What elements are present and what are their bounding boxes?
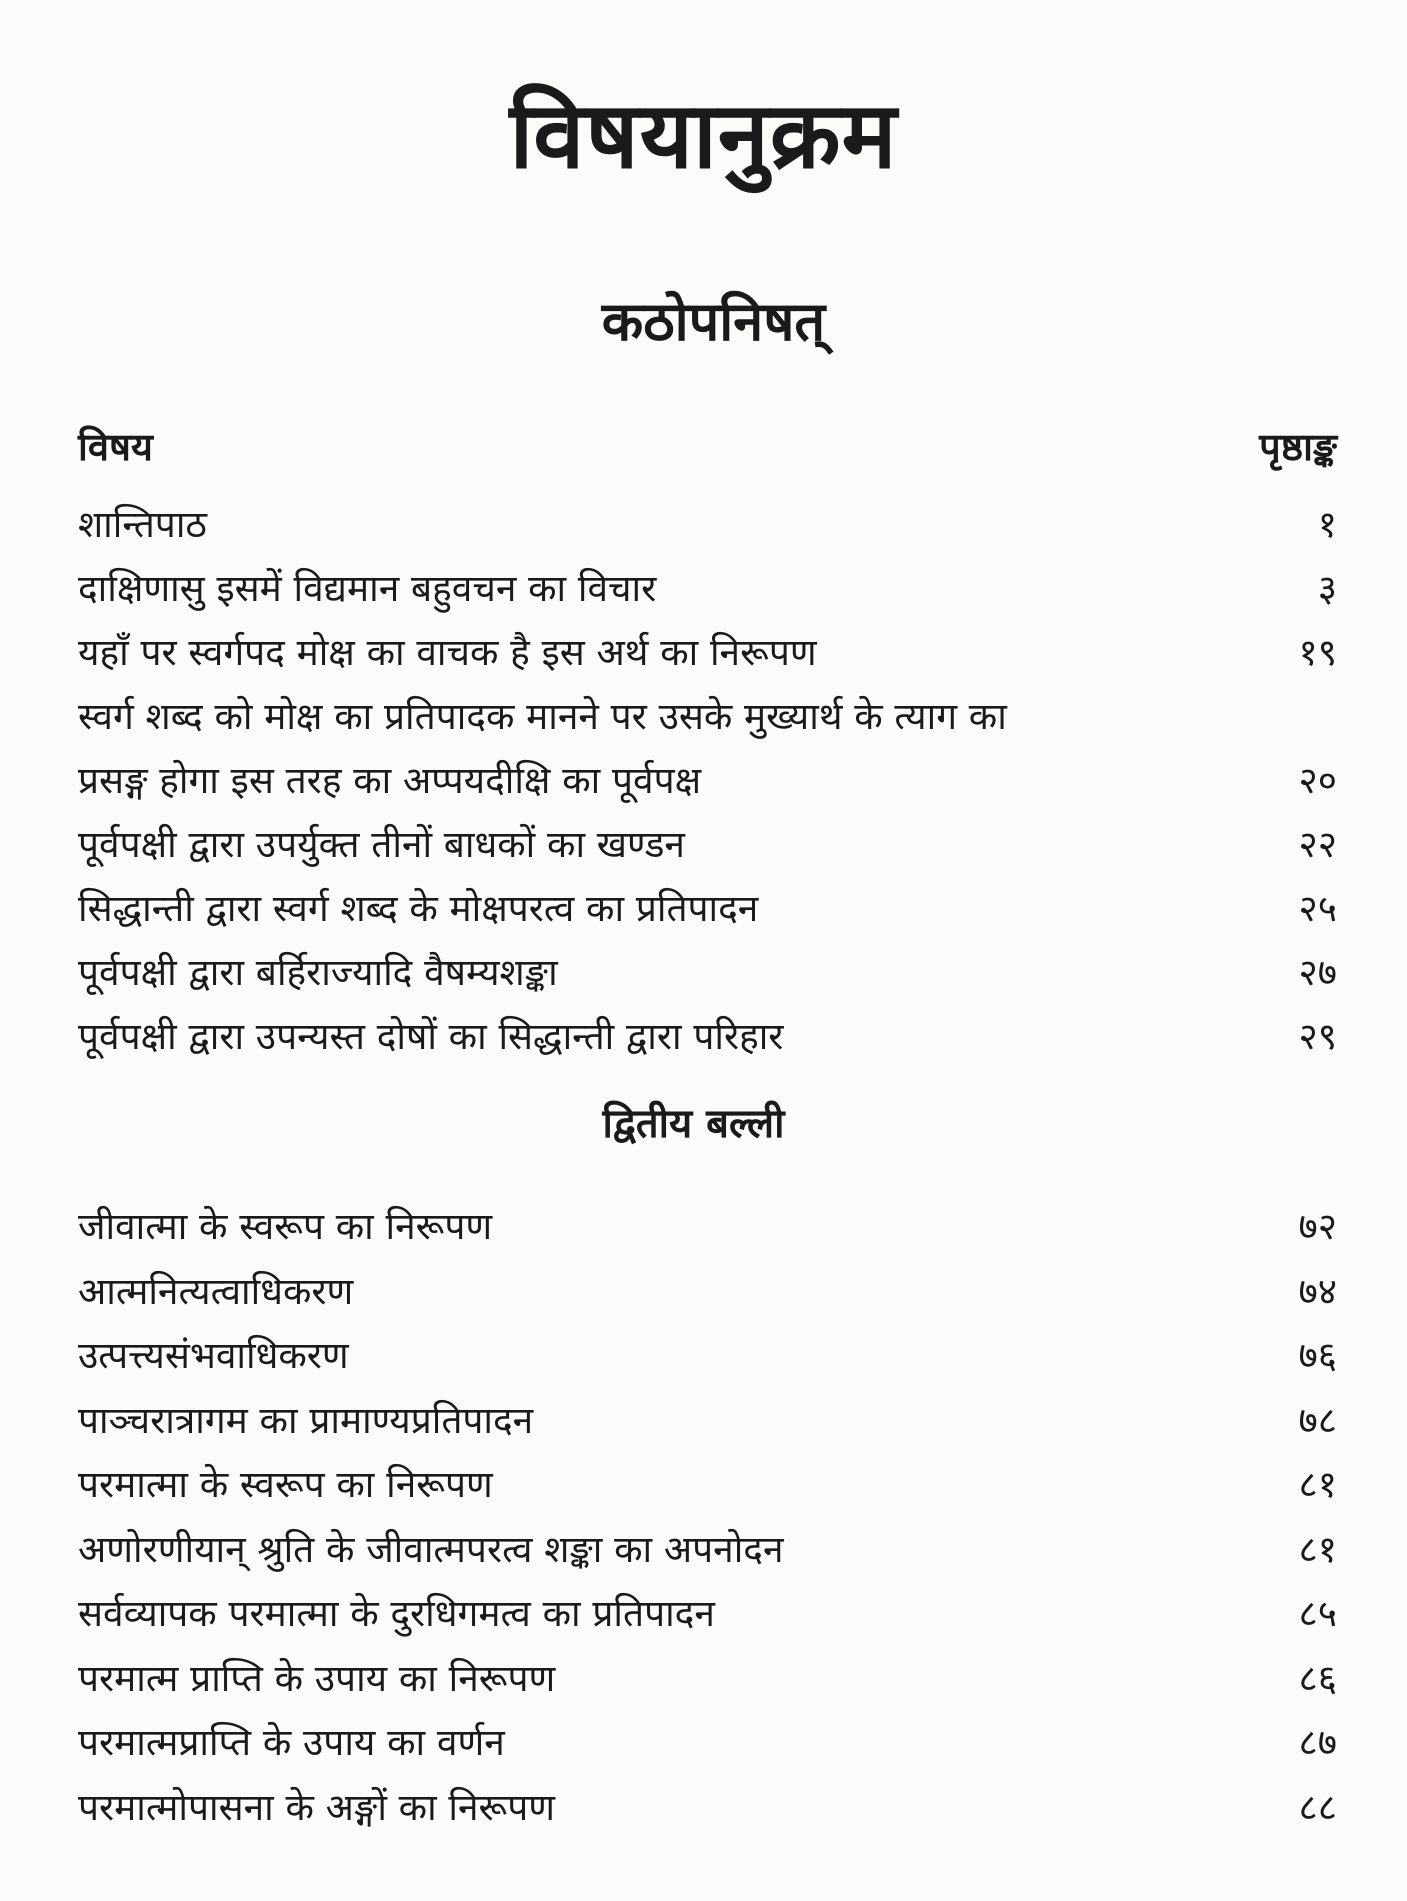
- toc-section-2: [78, 1195, 1337, 1840]
- toc-topic: परमात्म प्राप्ति के उपाय का निरूपण: [78, 1656, 556, 1700]
- toc-topic: परमात्मोपासना के अङ्गों का निरूपण: [78, 1785, 556, 1829]
- toc-topic: परमात्मा के स्वरूप का निरूपण: [78, 1463, 493, 1506]
- toc-page-number: ८१: [1298, 1527, 1337, 1571]
- toc-topic: पूर्वपक्षी द्वारा उपर्युक्त तीनों बाधकों का खण्डन: [78, 823, 685, 866]
- toc-topic: पूर्वपक्षी द्वारा बर्हिराज्यादि वैषम्यशङ्का: [78, 951, 558, 994]
- column-header-topic: विषय: [78, 425, 153, 469]
- toc-page-number: २५: [1298, 887, 1337, 930]
- toc-topic: उत्पत्त्यसंभवाधिकरण: [78, 1334, 349, 1377]
- toc-topic: यहाँ पर स्वर्गपद मोक्ष का वाचक है इस अर्थ का निरूपण: [78, 631, 817, 674]
- column-header-page: पृष्ठाङ्क: [1259, 425, 1337, 469]
- toc-page-number: ७६: [1298, 1334, 1337, 1377]
- toc-topic: पूर्वपक्षी द्वारा उपन्यस्त दोषों का सिद्धान्ती द्वारा परिहार: [78, 1015, 784, 1058]
- toc-page-number: ७४: [1298, 1269, 1337, 1313]
- toc-row: [78, 749, 1337, 813]
- toc-page-number: १: [1317, 503, 1337, 546]
- toc-page-number: २०: [1298, 759, 1337, 802]
- toc-row: [78, 1582, 1337, 1647]
- toc-row: [78, 1453, 1337, 1518]
- toc-page-number: ७८: [1298, 1398, 1337, 1442]
- toc-row: [78, 1389, 1337, 1454]
- toc-row: [78, 813, 1337, 877]
- toc-page-number: ८७: [1298, 1721, 1337, 1764]
- toc-page-number: ८१: [1298, 1463, 1337, 1506]
- toc-page-number: २२: [1298, 823, 1337, 866]
- toc-row: [78, 557, 1337, 621]
- page-title: विषयानुक्रम: [509, 82, 898, 189]
- toc-topic: परमात्मप्राप्ति के उपाय का वर्णन: [78, 1721, 505, 1764]
- toc-page-number: ३: [1317, 567, 1337, 610]
- toc-page-number: ८५: [1298, 1592, 1337, 1635]
- toc-topic: सिद्धान्ती द्वारा स्वर्ग शब्द के मोक्षपरत्व का प्रतिपादन: [78, 887, 759, 930]
- toc-row: [78, 493, 1337, 557]
- toc-topic: स्वर्ग शब्द को मोक्ष का प्रतिपादक मानने पर उसके मुख्यार्थ के त्याग का: [78, 695, 1007, 738]
- toc-topic: शान्तिपाठ: [78, 503, 207, 546]
- toc-topic: प्रसङ्ग होगा इस तरह का अप्पयदीक्षि का पूर्वपक्ष: [78, 759, 702, 802]
- toc-topic: दाक्षिणासु इसमें विद्यमान बहुवचन का विचार: [78, 567, 657, 610]
- toc-row: [78, 1005, 1337, 1069]
- toc-section-1: [78, 493, 1337, 1069]
- toc-page-number: ७२: [1298, 1205, 1337, 1248]
- section-heading: द्वितीय बल्ली: [602, 1101, 785, 1147]
- toc-page-number: ८६: [1298, 1656, 1337, 1700]
- toc-topic: अणोरणीयान् श्रुति के जीवात्मपरत्व शङ्का का अपनोदन: [78, 1527, 784, 1571]
- toc-row: [78, 1711, 1337, 1776]
- toc-row: [78, 877, 1337, 941]
- toc-topic: आत्मनित्यत्वाधिकरण: [78, 1269, 354, 1313]
- toc-topic: जीवात्मा के स्वरूप का निरूपण: [78, 1205, 493, 1248]
- toc-page-number: १९: [1298, 631, 1337, 674]
- toc-row: [78, 685, 1337, 749]
- toc-topic: पाञ्चरात्रागम का प्रामाण्यप्रतिपादन: [78, 1398, 534, 1442]
- toc-page-number: २७: [1298, 951, 1337, 994]
- toc-topic: सर्वव्यापक परमात्मा के दुरधिगमत्व का प्रतिपादन: [78, 1592, 715, 1635]
- toc-row: [78, 1518, 1337, 1583]
- toc-row: [78, 1776, 1337, 1841]
- page-subtitle: कठोपनिषत्: [601, 290, 826, 353]
- toc-row: [78, 941, 1337, 1005]
- toc-row: [78, 1647, 1337, 1712]
- toc-page-number: २९: [1298, 1015, 1337, 1058]
- toc-row: [78, 1260, 1337, 1325]
- toc-row: [78, 1324, 1337, 1389]
- toc-row: [78, 621, 1337, 685]
- toc-page-number: ८८: [1298, 1785, 1337, 1829]
- toc-row: [78, 1195, 1337, 1260]
